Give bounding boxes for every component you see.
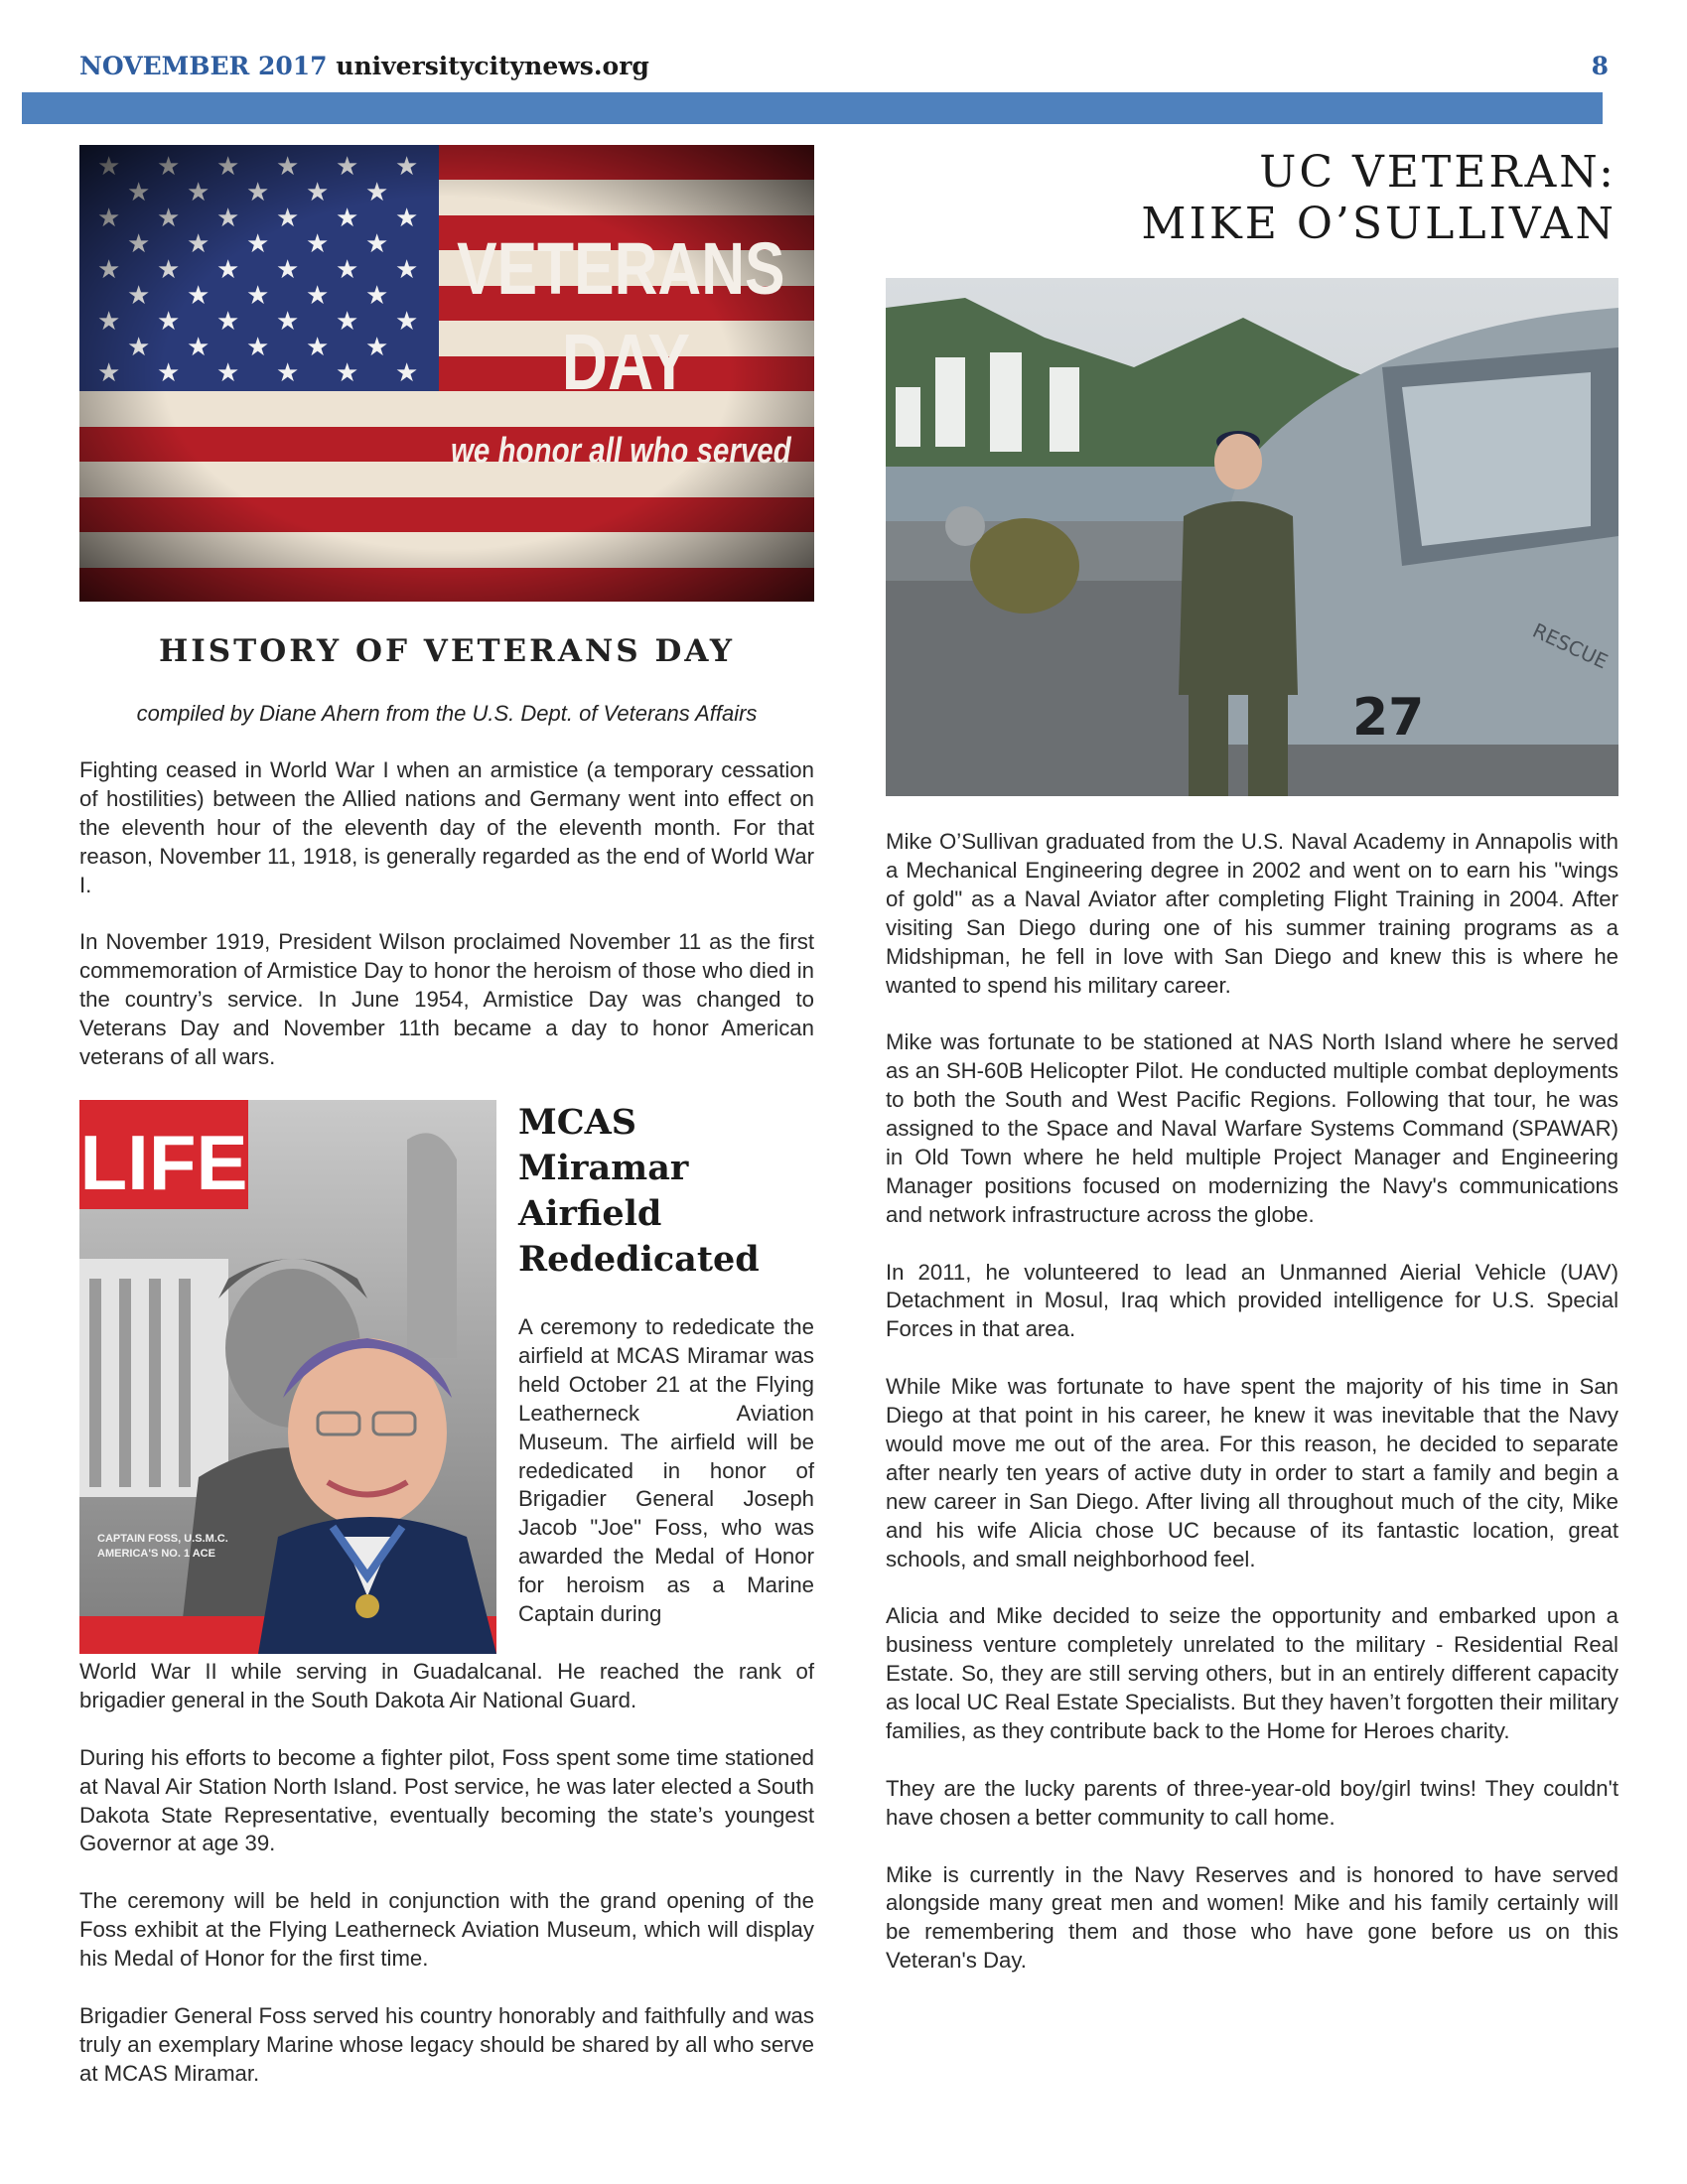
veteran-paragraph: Mike O’Sullivan graduated from the U.S. Naval Academy in Annapolis with a Mechanical Engineering degree in 2002 and went on to earn his "wings of gold" as a Naval Aviator after completing Flight Training in 2004. After visiting San Diego during one of his summer training programs as a Midshipman, he fell in love with San Diego and knew this is where he wanted to spend his military career. — [886, 829, 1618, 998]
page-header — [79, 52, 1609, 85]
veteran-paragraph: While Mike was fortunate to have spent the majority of his time in San Diego at that point in his career, he knew it was inevitable that the Navy would move me out of the area. For this reason, he decided to separate after nearly ten years of active duty in order to start a family and begin a new career in San Diego. After living all throughout much of the city, Mike and his wife Alicia chose UC because of its fantastic location, great schools, and small neighborhood feel. — [886, 1374, 1618, 1571]
history-title: HISTORY OF VETERANS DAY — [158, 633, 735, 669]
mcas-paragraph: World War II while serving in Guadalcanal. He reached the rank of brigadier general in the South Dakota Air National Guard. — [79, 1659, 814, 1712]
veteran-title-line1: UC VETERAN: — [1259, 147, 1617, 198]
veteran-paragraph: Alicia and Mike decided to seize the opportunity and embarked upon a business venture completely unrelated to the military - Residential Real Estate. So, they are still serving others, but in an entirely different capacity as local UC Real Estate Specialists. But they haven’t forgotten their military families, as they contribute back to the Home for Heroes charity. — [886, 1603, 1618, 1744]
life-magazine-cover-image — [79, 1100, 496, 1654]
header-left — [79, 52, 649, 80]
veteran-paragraph: They are the lucky parents of three-year-old boy/girl twins! They couldn't have chosen a better community to call home. — [886, 1775, 1618, 1830]
veteran-paragraph: Mike is currently in the Navy Reserves and is honored to have served alongside many great men and women! Mike and his family certainly will be remembering them and those who have gone before us on this Veteran's Day. — [886, 1861, 1618, 1974]
veterans-day-banner-image — [79, 145, 814, 602]
veteran-paragraph: Mike was fortunate to be stationed at NAS North Island where he served as an SH-60B Helicopter Pilot. He conducted multiple combat deployments to both the South and West Pacific Regions. Following that tour, he was assigned to the Space and Naval Warfare Systems Command (SPAWAR) in Old Town where he held multiple Project Manager and Engineering Manager positions focused on modernizing the Navy's communications and network infrastructure across the globe. — [886, 1029, 1618, 1227]
veteran-body — [886, 828, 1618, 2004]
page-number: 8 — [1591, 52, 1609, 80]
veteran-paragraph: In 2011, he volunteered to lead an Unmanned Aierial Vehicle (UAV) Detachment in Mosul, Iraq which provided intelligence for U.S. Special Forces in that area. — [886, 1259, 1618, 1342]
veteran-title — [894, 147, 1617, 250]
history-body — [79, 756, 814, 1101]
history-paragraph: Fighting ceased in World War I when an armistice (a temporary cessation of hostilities) between the Allied nations and Germany went into effect on the eleventh hour of the eleventh day of the eleventh month. For that reason, November 11, 1918, is generally regarded as the end of World War I. — [79, 757, 814, 897]
issue-date: NOVEMBER 2017 — [79, 52, 328, 80]
helicopter-number: 27 — [1352, 688, 1425, 748]
mcas-title: MCAS Miramar Airfield Rededicated — [518, 1102, 760, 1280]
banner-title-line2: DAY — [561, 318, 691, 407]
banner-tagline: we honor all who served — [450, 430, 791, 471]
veteran-title-line2: MIKE O’SULLIVAN — [1141, 199, 1617, 249]
life-logo: LIFE — [79, 1119, 248, 1206]
mcas-intro: A ceremony to rededicate the airfield at MCAS Miramar was held October 21 at the Flying Leatherneck Aviation Museum. The airfield will be rededicated in honor of Brigadier General Joseph Jacob "Joe" Foss, who was awarded the Medal of Honor for heroism as a Marine Captain during — [518, 1314, 814, 1627]
mike-osullivan-photo — [886, 278, 1618, 796]
header-bar — [22, 92, 1603, 124]
banner-title-line1: VETERANS — [457, 228, 785, 311]
history-paragraph: In November 1919, President Wilson proclaimed November 11 as the first commemoration of Armistice Day to honor the heroism of those who died in the country’s service. In June 1954, Armistice Day was changed to Veterans Day and November 11th became a day to honor American veterans of all wars. — [79, 929, 814, 1070]
mcas-paragraph: Brigadier General Foss served his country honorably and faithfully and was truly an exemplary Marine whose legacy should be shared by all who serve at MCAS Miramar. — [79, 2002, 814, 2086]
mcas-paragraph: The ceremony will be held in conjunction with the grand opening of the Foss exhibit at the Flying Leatherneck Aviation Museum, which will display his Medal of Honor for the first time. — [79, 1888, 814, 1972]
history-byline: compiled by Diane Ahern from the U.S. Dept. of Veterans Affairs — [136, 701, 758, 726]
mcas-paragraph: During his efforts to become a fighter pilot, Foss spent some time stationed at Naval Air Station North Island. Post service, he was later elected a South Dakota State Representative, eventually becoming the state’s youngest Governor at age 39. — [79, 1744, 814, 1856]
life-caption-line1: CAPTAIN FOSS, U.S.M.C. — [97, 1533, 228, 1545]
site-url[interactable]: universitycitynews.org — [336, 52, 649, 80]
mcas-body — [79, 1658, 814, 2116]
life-caption-line2: AMERICA'S NO. 1 ACE — [97, 1548, 215, 1560]
helicopter-marking: RESCUE — [1528, 617, 1612, 674]
